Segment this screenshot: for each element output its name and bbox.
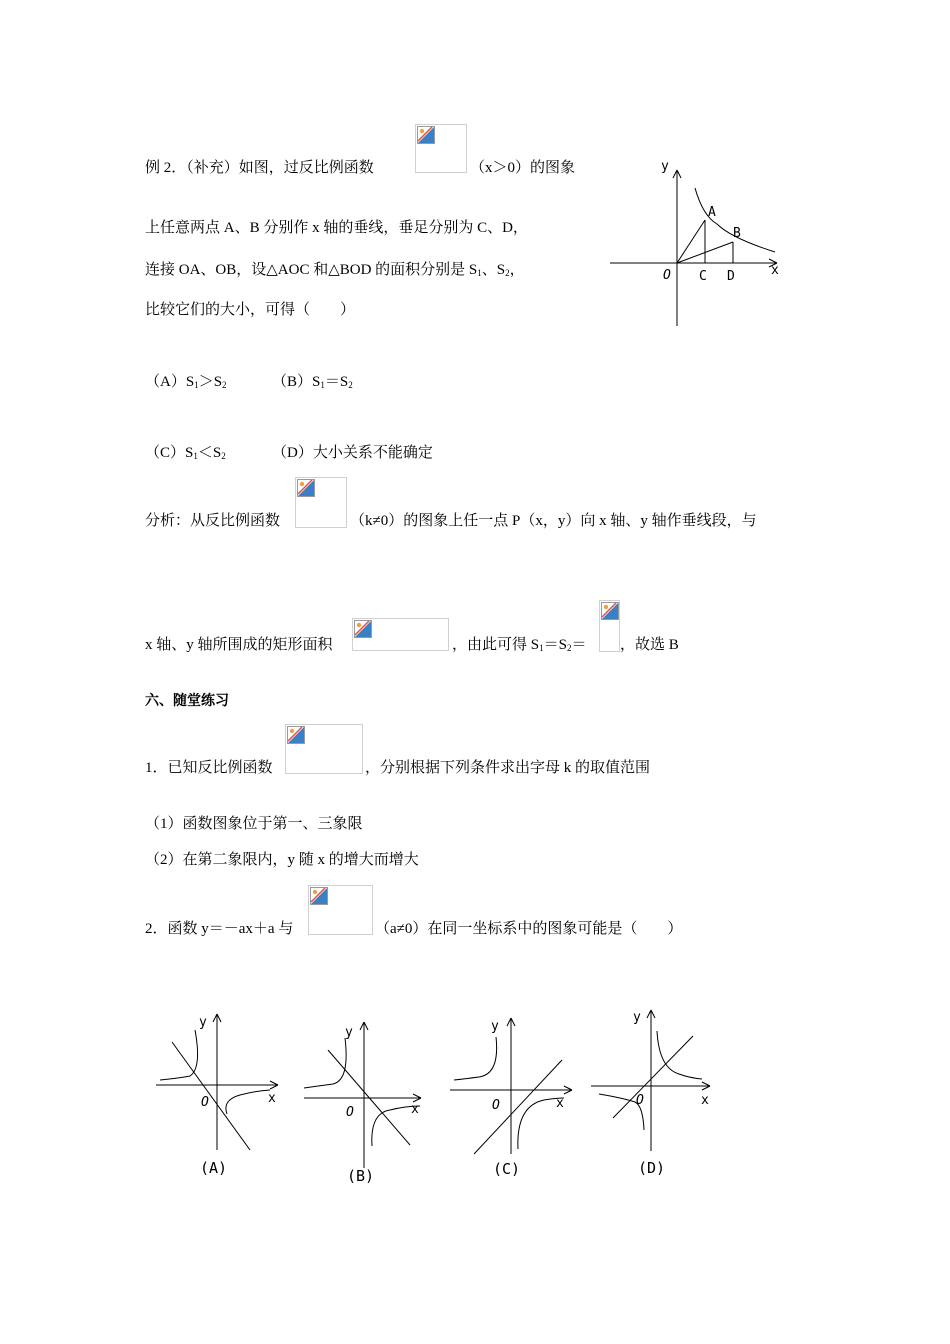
- q2-graph-c: [444, 1014, 579, 1184]
- example2-line1-end: （x＞0）的图象: [470, 160, 576, 176]
- graph-a-x: x: [268, 1091, 276, 1106]
- analysis-line2-end: ，故选 B: [620, 637, 679, 653]
- example2-figure: [605, 150, 790, 330]
- formula-image-placeholder: [599, 600, 620, 652]
- example2-line1-start: 例 2．（补充）如图，过反比例函数: [145, 160, 374, 176]
- graph-b-y: y: [345, 1025, 353, 1040]
- analysis-line2-mid: ，由此可得 $S_1=S_2=$: [452, 637, 587, 653]
- analysis-line1-start: 分析：从反比例函数: [145, 513, 281, 529]
- graph-a-label: (A): [200, 1159, 228, 1177]
- choice-a: $(A)S_1>S_2$: [145, 374, 227, 390]
- example2-line3: 连接 OA、OB，设△AOC 和△BOD 的面积分别是 $S_1$、$S_2$，: [145, 262, 525, 278]
- graph-b-label: (B): [347, 1167, 375, 1185]
- fig-label-a: A: [708, 205, 716, 220]
- graph-c-y: y: [491, 1019, 499, 1034]
- choice-b: $(B)S_1=S_2$: [272, 374, 353, 390]
- q2-graph-a: [150, 1010, 285, 1185]
- graph-c-x: x: [556, 1096, 564, 1111]
- fig-label-c: C: [699, 269, 707, 284]
- q1-line-end: ，分别根据下列条件求出字母 k 的取值范围: [365, 760, 651, 776]
- fig-label-y: y: [661, 159, 669, 174]
- broken-image-icon: [601, 602, 619, 620]
- graph-d-x: x: [701, 1093, 709, 1108]
- choice-d: （D）大小关系不能确定: [272, 445, 433, 461]
- formula-image-placeholder: [308, 885, 373, 935]
- q2-line-start: 2．函数 y＝－ax＋a 与: [145, 921, 294, 937]
- formula-image-placeholder: [415, 124, 467, 173]
- fig-label-d: D: [727, 269, 735, 284]
- graph-a-y: y: [199, 1015, 207, 1030]
- q1-condition2: （2）在第二象限内，y 随 x 的增大而增大: [145, 852, 419, 868]
- graph-b-x: x: [411, 1102, 419, 1117]
- q2-line-end: （a≠0）在同一坐标系中的图象可能是（ ）: [375, 921, 683, 937]
- choice-c: $(C)S_1<S_2$: [145, 445, 226, 461]
- broken-image-icon: [310, 887, 328, 905]
- fig-label-b: B: [733, 226, 741, 241]
- graph-d-y: y: [633, 1010, 641, 1025]
- section6-title: 六、随堂练习: [145, 693, 229, 709]
- broken-image-icon: [287, 726, 305, 744]
- broken-image-icon: [297, 479, 315, 497]
- formula-image-placeholder: [285, 724, 363, 774]
- q2-graph-d: [585, 1006, 725, 1178]
- graph-c-label: (C): [493, 1160, 521, 1178]
- broken-image-icon: [354, 620, 372, 638]
- formula-image-placeholder: [295, 477, 347, 528]
- graph-d-o: O: [636, 1093, 644, 1108]
- fig-label-x: x: [771, 263, 779, 278]
- graph-c-o: O: [492, 1098, 500, 1113]
- example2-line2: 上任意两点 A、B 分别作 x 轴的垂线，垂足分别为 C、D，: [145, 220, 528, 236]
- graph-d-label: (D): [638, 1159, 666, 1177]
- analysis-line1-end: （k≠0）的图象上任一点 P（x，y）向 x 轴、y 轴作垂线段，与: [350, 513, 757, 529]
- fig-label-o: O: [663, 268, 671, 283]
- q2-graph-b: [298, 1018, 428, 1190]
- broken-image-icon: [417, 126, 435, 144]
- formula-image-placeholder: [352, 618, 449, 651]
- graph-a-o: O: [201, 1095, 209, 1110]
- example2-line4: 比较它们的大小，可得（ ）: [145, 302, 356, 318]
- q1-condition1: （1）函数图象位于第一、三象限: [145, 816, 363, 832]
- q1-line-start: 1．已知反比例函数: [145, 760, 273, 776]
- analysis-line2-start: x 轴、y 轴所围成的矩形面积: [145, 637, 333, 653]
- graph-b-o: O: [346, 1105, 354, 1120]
